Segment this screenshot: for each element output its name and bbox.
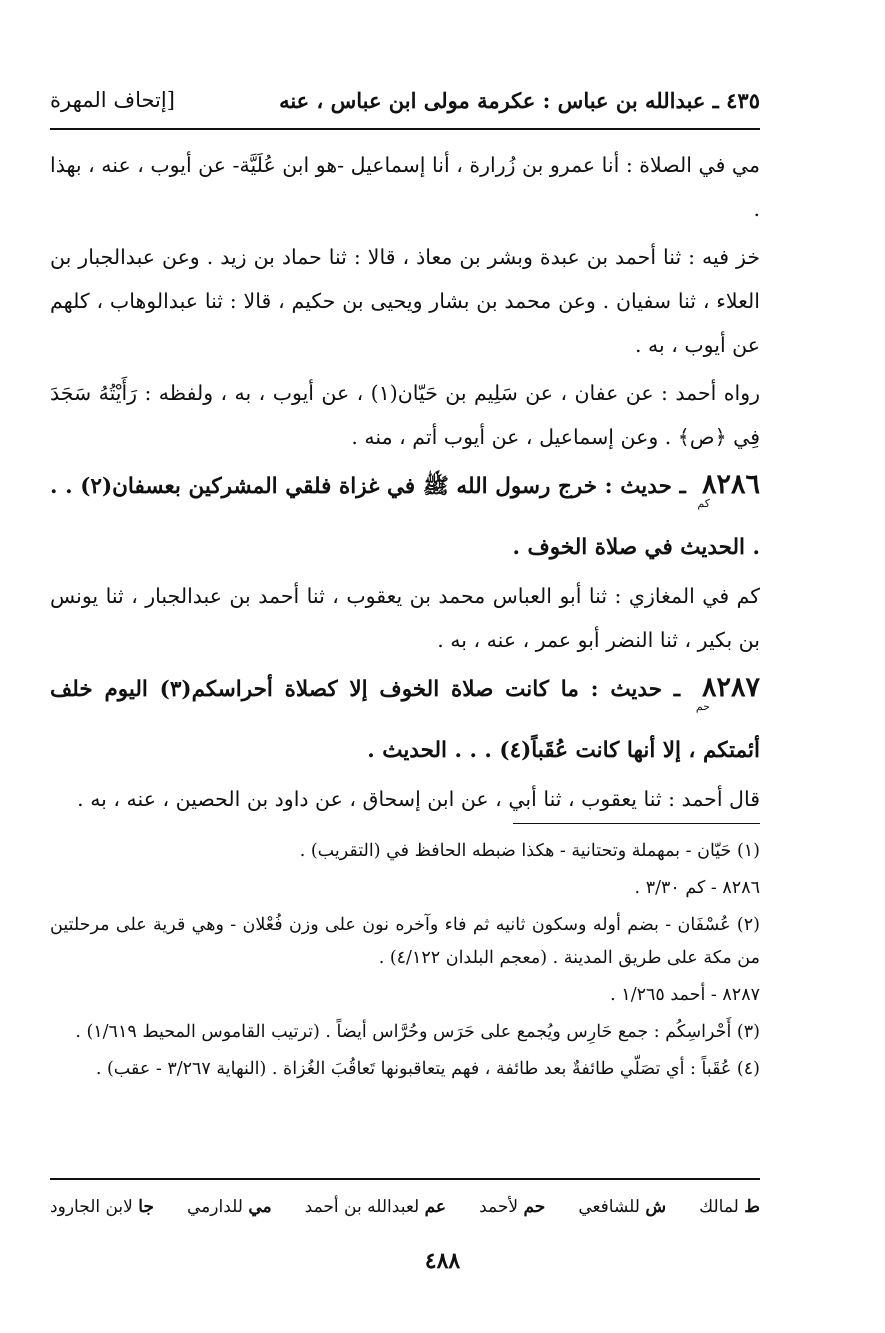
legend-divider bbox=[50, 1178, 760, 1180]
legend-item: ط لمالك bbox=[699, 1197, 760, 1217]
paragraph: مي في الصلاة : أنا عمرو بن زُرارة ، أنا إسماعيل -هو ابن عُلَيَّة- عن أيوب ، عنه ، بهذا . bbox=[50, 153, 760, 221]
legend-item: ش للشافعي bbox=[578, 1197, 667, 1217]
paragraph: قال أحمد : ثنا يعقوب ، ثنا أبي ، عن ابن إسحاق ، عن داود بن الحصين ، عنه ، به . bbox=[77, 787, 760, 811]
hadith-number: ٨٢٨٦ bbox=[701, 469, 760, 500]
legend-item: جا لابن الجارود bbox=[50, 1197, 154, 1217]
running-head bbox=[50, 80, 760, 120]
main-text bbox=[50, 143, 760, 825]
paragraph: خز فيه : ثنا أحمد بن عبدة وبشر بن معاذ ، قالا : ثنا حماد بن زيد . وعن عبدالجبار بن العلاء ، ثنا سفيان . وعن محمد بن بشار ويحيى بن حكيم ، قالا : ثنا عبدالوهاب ، كلهم عن أيوب ، به . bbox=[50, 245, 760, 357]
footnote: (١) حَيّان - بمهملة وتحتانية - هكذا ضبطه الحافظ في (التقريب) . bbox=[299, 841, 760, 861]
footnotes bbox=[50, 835, 760, 1090]
footnote: (٣) أَحْراسِكُم : جمع حَارِس ويُجمع على حَرَس وحُرَّاس أيضاً . (ترتيب القاموس المحيط ١/٦١٩) . bbox=[75, 1022, 760, 1042]
source-code: حم bbox=[695, 700, 710, 713]
source-code: كم bbox=[697, 497, 710, 510]
chapter-title: ٤٣٥ ـ عبدالله بن عباس : عكرمة مولى ابن عباس ، عنه bbox=[279, 87, 760, 113]
book-title: [إتحاف المهرة bbox=[50, 88, 175, 112]
header-divider bbox=[50, 128, 760, 130]
footnote-divider bbox=[513, 823, 760, 824]
abbreviation-legend bbox=[50, 1190, 760, 1224]
source-reference: ٨٢٨٦ - كم ٣/٣٠ . bbox=[634, 878, 760, 898]
hadith-number: ٨٢٨٧ bbox=[701, 672, 760, 703]
footnote: (٢) عُسْفَان - بضم أوله وسكون ثانيه ثم فاء وآخره نون على وزن فُعْلان - وهي قرية على مرحلتين من مكة على طريق المدينة . (معجم البلدان ٤/١٢٢) . bbox=[50, 915, 760, 968]
hadith-text: ـ حديث : ما كانت صلاة الخوف إلا كصلاة أحراسكم(٣) اليوم خلف أئمتكم ، إلا أنها كانت عُقَباً(٤) . . . الحديث . bbox=[50, 677, 760, 763]
hadith-heading bbox=[50, 666, 760, 773]
legend-item: عم لعبدالله بن أحمد bbox=[304, 1197, 447, 1217]
footnote: (٤) عُقَباً : أي تصَلّي طائفةٌ بعد طائفة ، فهم يتعاقبونها تَعاقُبَ الغُزاة . (النهاية ٣/٢٦٧ - عقب) . bbox=[95, 1059, 760, 1079]
source-reference: ٨٢٨٧ - أحمد ١/٢٦٥ . bbox=[610, 985, 760, 1005]
paragraph: رواه أحمد : عن عفان ، عن سَلِيم بن حَيّان(١) ، عن أيوب ، به ، ولفظه : رَأَيْتُهُ سَجَدَ فِي ﴿ص﴾ . وعن إسماعيل ، عن أيوب أتم ، منه . bbox=[50, 381, 760, 449]
legend-item: حم لأحمد bbox=[479, 1197, 546, 1217]
hadith-text: ـ حديث : خرج رسول الله ﷺ في غزاة فلقي المشركين بعسفان(٢) . . . الحديث في صلاة الخوف . bbox=[50, 474, 760, 560]
page-number: ٤٨٨ bbox=[424, 1248, 461, 1274]
legend-item: مي للدارمي bbox=[187, 1197, 272, 1217]
hadith-heading bbox=[50, 463, 760, 570]
paragraph: كم في المغازي : ثنا أبو العباس محمد بن يعقوب ، ثنا أحمد بن عبدالجبار ، ثنا يونس بن بكير ، ثنا النضر أبو عمر ، عنه ، به . bbox=[50, 584, 760, 652]
